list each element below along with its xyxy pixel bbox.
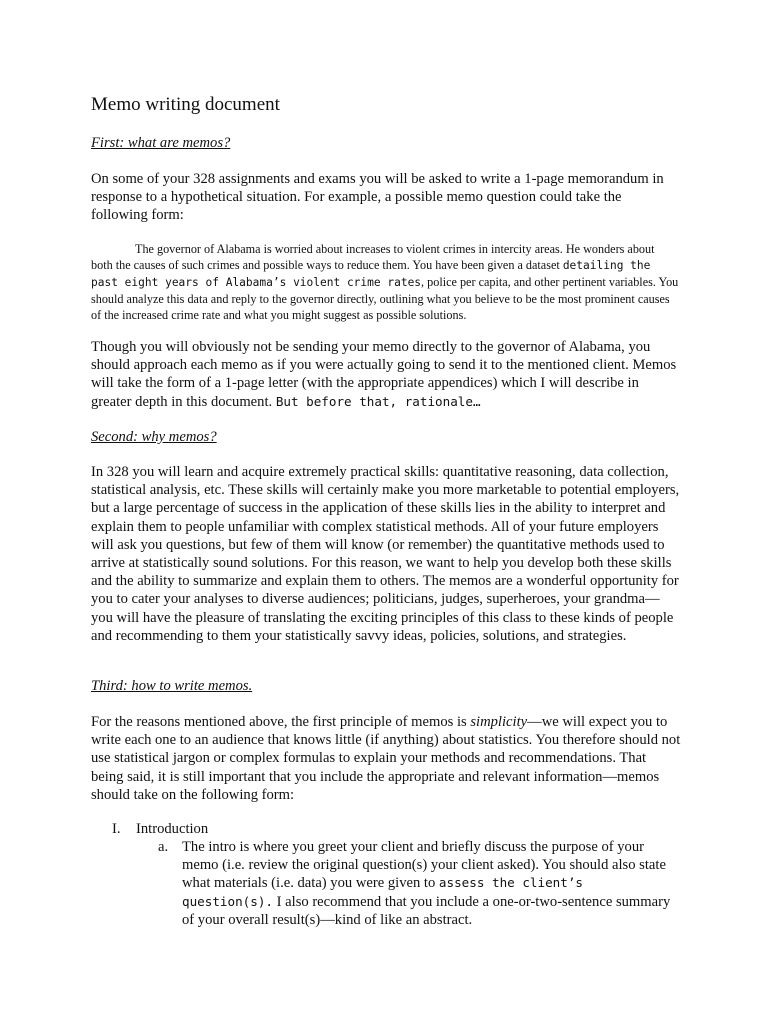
how-text-1: For the reasons mentioned above, the first principle of memos is <box>91 714 471 730</box>
paragraph-approach <box>91 338 681 411</box>
section-heading-what: First: what are memos? <box>91 135 231 151</box>
section-heading-why: Second: why memos? <box>91 429 217 445</box>
how-text-2: —we will expect you to write each one to an audience that knows little (if anything) about statistics. You therefore should not use statistical jargon or complex formulas to explain your methods and recommendations. That being said, it is still important that you include the appropriate and relevant information—memos should take on the following form: <box>91 714 681 803</box>
paragraph-intro: On some of your 328 assignments and exams you will be asked to write a 1-page memorandum in response to a hypothetical situation. For example, a possible memo question could take the following form: <box>91 171 664 224</box>
example-memo-question <box>91 241 679 323</box>
sub-text-3: I also recommend that you include a one-or-two-sentence summary of your overall result(s)—kind of like an abstract. <box>182 893 671 928</box>
sub-text-1: The intro is where you greet your client and briefly discuss the purpose of your memo (i.e. review the original question(s) your client asked). You should also state what materials (i.e. data) you were given to <box>182 839 666 892</box>
sublist-text <box>182 838 678 929</box>
paragraph-why: In 328 you will learn and acquire extremely practical skills: quantitative reasoning, data collection, statistical analysis, etc. These skills will certainly make you more marketable to potential employers, but a large percentage of success in the application of these skills lies in the ability to interpret and explain them to people unfamiliar with complex statistical methods. All of your future employers will ask you questions, but few of them will know (or remember) the quantitative methods used to arrive at statistically sound solutions. For this reason, we want to help you develop both these skills and the ability to summarize and explain them to others. The memos are a wonderful opportunity for you to cater your analyses to diverse audiences; politicians, judges, superheroes, your grandma—you will have the pleasure of translating the exciting principles of this class to these kinds of people and recommending to them your statistically savvy ideas, policies, solutions, and strategies. <box>91 464 680 644</box>
sub-text-2: assess the client’s question(s). <box>182 875 583 909</box>
quote-part-3: , police per capita, and other pertinent variables. You should analyze this data and reply to the governor directly, outlining what you believe to be the most prominent causes of the increased crime rate and what you might suggest as possible solutions. <box>91 275 679 322</box>
list-number: I. <box>112 821 121 837</box>
simplicity-emphasis: simplicity <box>470 714 528 730</box>
quote-part-1: The governor of Alabama is worried about increases to violent crimes in intercity areas. He wonders about both the causes of such crimes and possible ways to reduce them. You have been given a dataset <box>91 242 655 272</box>
quote-part-2: detailing the past eight years of Alabama’s violent crime rates <box>91 259 651 289</box>
sublist-letter: a. <box>158 839 169 855</box>
rationale-text: But before that, rationale… <box>275 393 481 409</box>
section-heading-how: Third: how to write memos. <box>91 678 253 694</box>
document-title: Memo writing document <box>91 94 280 115</box>
list-item-introduction <box>112 820 208 838</box>
list-item-label: Introduction <box>136 821 209 837</box>
approach-text: Though you will obviously not be sending your memo directly to the governor of Alabama, you should approach each memo as if you were actually going to send it to the mentioned client. Memos will take the form of a 1-page letter (with the appropriate appendices) which I will describe in greater depth in this document. <box>91 339 677 410</box>
paragraph-how <box>91 713 681 804</box>
list-subitem-intro-description <box>158 838 678 929</box>
